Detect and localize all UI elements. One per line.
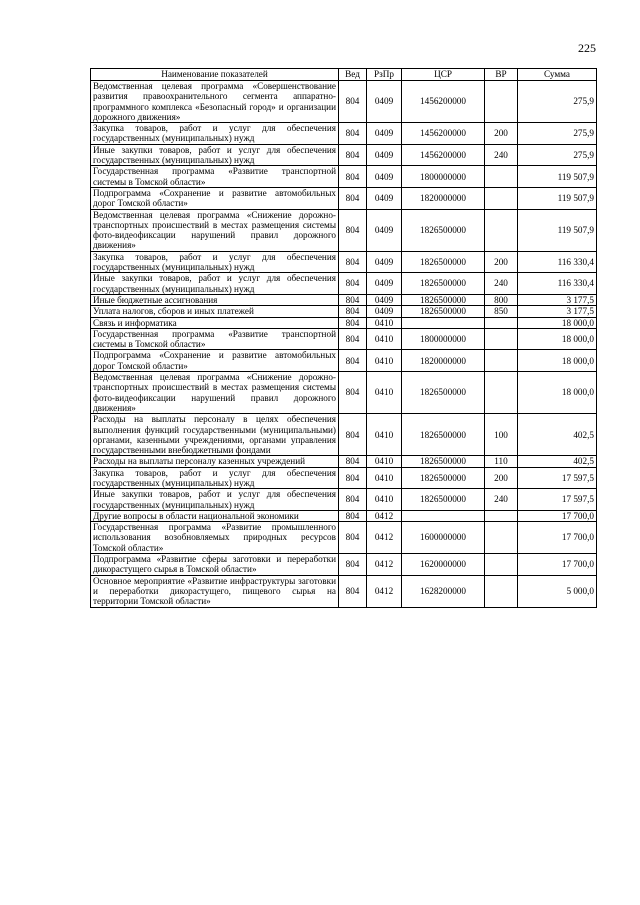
cell-csr: 1800000000 <box>402 166 485 188</box>
cell-vr <box>485 522 518 554</box>
cell-sum: 17 700,0 <box>518 522 597 554</box>
cell-vr <box>485 372 518 414</box>
cell-rzpr: 0409 <box>367 166 402 188</box>
cell-vr <box>485 350 518 372</box>
cell-ved: 804 <box>339 489 367 511</box>
cell-ved: 804 <box>339 81 367 123</box>
table-row <box>91 294 597 305</box>
cell-vr: 800 <box>485 294 518 305</box>
table-body <box>91 81 597 608</box>
table-row <box>91 350 597 372</box>
table-row <box>91 251 597 273</box>
cell-vr <box>485 81 518 123</box>
budget-table <box>90 68 597 608</box>
cell-csr: 1826500000 <box>402 251 485 273</box>
cell-ved: 804 <box>339 372 367 414</box>
cell-csr: 1456200000 <box>402 144 485 166</box>
cell-vr <box>485 209 518 251</box>
cell-rzpr: 0409 <box>367 81 402 123</box>
page-number: 225 <box>578 41 596 55</box>
cell-csr: 1456200000 <box>402 81 485 123</box>
cell-ved: 804 <box>339 510 367 521</box>
cell-sum: 116 330,4 <box>518 251 597 273</box>
cell-rzpr: 0410 <box>367 317 402 328</box>
table-row <box>91 273 597 295</box>
cell-name: Иные закупки товаров, работ и услуг для обеспечения государственных (муниципальных) нужд <box>91 489 339 511</box>
table-row <box>91 510 597 521</box>
cell-csr: 1826500000 <box>402 372 485 414</box>
table-row <box>91 306 597 317</box>
header-sum: Сумма <box>518 69 597 81</box>
cell-rzpr: 0410 <box>367 350 402 372</box>
cell-sum: 17 700,0 <box>518 510 597 521</box>
cell-vr <box>485 575 518 607</box>
cell-vr <box>485 554 518 576</box>
cell-rzpr: 0409 <box>367 273 402 295</box>
cell-csr: 1820000000 <box>402 187 485 209</box>
table-row <box>91 328 597 350</box>
table-header-row <box>91 69 597 81</box>
cell-name: Другие вопросы в области национальной экономики <box>91 510 339 521</box>
cell-csr: 1826500000 <box>402 209 485 251</box>
cell-vr: 110 <box>485 456 518 467</box>
cell-name: Ведомственная целевая программа «Снижение дорожно-транспортных происшествий в местах размещения системы фото-видеофиксации нарушений правил дорожного движения» <box>91 372 339 414</box>
cell-rzpr: 0410 <box>367 456 402 467</box>
cell-csr: 1826500000 <box>402 456 485 467</box>
cell-name: Государственная программа «Развитие транспортной системы в Томской области» <box>91 328 339 350</box>
cell-ved: 804 <box>339 187 367 209</box>
table-row <box>91 372 597 414</box>
header-ved: Вед <box>339 69 367 81</box>
cell-vr <box>485 510 518 521</box>
table-row <box>91 554 597 576</box>
cell-ved: 804 <box>339 575 367 607</box>
cell-vr: 100 <box>485 414 518 456</box>
cell-vr: 240 <box>485 489 518 511</box>
cell-ved: 804 <box>339 123 367 145</box>
cell-sum: 17 597,5 <box>518 467 597 489</box>
cell-rzpr: 0410 <box>367 489 402 511</box>
cell-ved: 804 <box>339 456 367 467</box>
cell-csr: 1628200000 <box>402 575 485 607</box>
cell-vr <box>485 166 518 188</box>
cell-rzpr: 0409 <box>367 294 402 305</box>
cell-ved: 804 <box>339 251 367 273</box>
cell-ved: 804 <box>339 328 367 350</box>
table-row <box>91 467 597 489</box>
cell-rzpr: 0409 <box>367 123 402 145</box>
table-row <box>91 166 597 188</box>
cell-sum: 275,9 <box>518 123 597 145</box>
cell-name: Ведомственная целевая программа «Совершенствование развития правоохранительного сегмента аппаратно-программного комплекса «Безопасный город» и организации дорожного движения» <box>91 81 339 123</box>
cell-name: Иные бюджетные ассигнования <box>91 294 339 305</box>
cell-rzpr: 0409 <box>367 251 402 273</box>
cell-sum: 402,5 <box>518 456 597 467</box>
cell-sum: 18 000,0 <box>518 328 597 350</box>
cell-name: Государственная программа «Развитие промышленного использования возобновляемых природных ресурсов Томской области» <box>91 522 339 554</box>
cell-csr <box>402 510 485 521</box>
cell-vr: 200 <box>485 467 518 489</box>
cell-csr: 1600000000 <box>402 522 485 554</box>
header-name: Наименование показателей <box>91 69 339 81</box>
cell-ved: 804 <box>339 166 367 188</box>
cell-sum: 17 597,5 <box>518 489 597 511</box>
cell-sum: 119 507,9 <box>518 187 597 209</box>
cell-vr <box>485 317 518 328</box>
cell-name: Государственная программа «Развитие транспортной системы в Томской области» <box>91 166 339 188</box>
cell-name: Расходы на выплаты персоналу казенных учреждений <box>91 456 339 467</box>
cell-csr: 1800000000 <box>402 328 485 350</box>
cell-rzpr: 0412 <box>367 554 402 576</box>
table-row <box>91 575 597 607</box>
cell-rzpr: 0409 <box>367 306 402 317</box>
table-row <box>91 123 597 145</box>
cell-sum: 275,9 <box>518 81 597 123</box>
cell-ved: 804 <box>339 294 367 305</box>
cell-ved: 804 <box>339 350 367 372</box>
table-row <box>91 81 597 123</box>
cell-vr: 240 <box>485 273 518 295</box>
table-row <box>91 187 597 209</box>
cell-rzpr: 0409 <box>367 187 402 209</box>
cell-vr <box>485 187 518 209</box>
cell-sum: 18 000,0 <box>518 317 597 328</box>
cell-rzpr: 0410 <box>367 467 402 489</box>
table-row <box>91 414 597 456</box>
cell-csr <box>402 317 485 328</box>
cell-name: Подпрограмма «Развитие сферы заготовки и переработки дикорастущего сырья в Томской области» <box>91 554 339 576</box>
cell-ved: 804 <box>339 317 367 328</box>
cell-csr: 1456200000 <box>402 123 485 145</box>
cell-rzpr: 0410 <box>367 372 402 414</box>
cell-ved: 804 <box>339 467 367 489</box>
cell-sum: 119 507,9 <box>518 166 597 188</box>
cell-csr: 1826500000 <box>402 489 485 511</box>
cell-rzpr: 0412 <box>367 522 402 554</box>
cell-sum: 18 000,0 <box>518 372 597 414</box>
cell-ved: 804 <box>339 414 367 456</box>
cell-rzpr: 0409 <box>367 144 402 166</box>
cell-sum: 402,5 <box>518 414 597 456</box>
cell-csr: 1820000000 <box>402 350 485 372</box>
cell-ved: 804 <box>339 209 367 251</box>
cell-name: Подпрограмма «Сохранение и развитие автомобильных дорог Томской области» <box>91 187 339 209</box>
cell-csr: 1826500000 <box>402 294 485 305</box>
table-row <box>91 489 597 511</box>
cell-vr: 200 <box>485 251 518 273</box>
cell-rzpr: 0409 <box>367 209 402 251</box>
cell-name: Закупка товаров, работ и услуг для обеспечения государственных (муниципальных) нужд <box>91 123 339 145</box>
cell-ved: 804 <box>339 273 367 295</box>
cell-sum: 3 177,5 <box>518 294 597 305</box>
cell-name: Расходы на выплаты персоналу в целях обеспечения выполнения функций государственными (муниципальными) органами, казенными учреждениями, органами управления государственными внебюджетными фондами <box>91 414 339 456</box>
header-rzpr: РзПр <box>367 69 402 81</box>
cell-sum: 18 000,0 <box>518 350 597 372</box>
cell-csr: 1826500000 <box>402 414 485 456</box>
cell-vr: 200 <box>485 123 518 145</box>
cell-ved: 804 <box>339 522 367 554</box>
table-row <box>91 456 597 467</box>
cell-name: Связь и информатика <box>91 317 339 328</box>
cell-name: Подпрограмма «Сохранение и развитие автомобильных дорог Томской области» <box>91 350 339 372</box>
cell-rzpr: 0412 <box>367 575 402 607</box>
cell-name: Иные закупки товаров, работ и услуг для обеспечения государственных (муниципальных) нужд <box>91 273 339 295</box>
table-row <box>91 209 597 251</box>
cell-name: Иные закупки товаров, работ и услуг для обеспечения государственных (муниципальных) нужд <box>91 144 339 166</box>
cell-rzpr: 0410 <box>367 328 402 350</box>
header-csr: ЦСР <box>402 69 485 81</box>
cell-sum: 119 507,9 <box>518 209 597 251</box>
cell-csr: 1620000000 <box>402 554 485 576</box>
cell-name: Закупка товаров, работ и услуг для обеспечения государственных (муниципальных) нужд <box>91 251 339 273</box>
table-row <box>91 522 597 554</box>
cell-sum: 275,9 <box>518 144 597 166</box>
cell-name: Уплата налогов, сборов и иных платежей <box>91 306 339 317</box>
cell-csr: 1826500000 <box>402 306 485 317</box>
cell-sum: 17 700,0 <box>518 554 597 576</box>
cell-ved: 804 <box>339 306 367 317</box>
table-row <box>91 317 597 328</box>
cell-rzpr: 0412 <box>367 510 402 521</box>
cell-ved: 804 <box>339 144 367 166</box>
cell-name: Закупка товаров, работ и услуг для обеспечения государственных (муниципальных) нужд <box>91 467 339 489</box>
cell-name: Основное мероприятие «Развитие инфраструктуры заготовки и переработки дикорастущего, пищевого сырья на территории Томской области» <box>91 575 339 607</box>
cell-name: Ведомственная целевая программа «Снижение дорожно-транспортных происшествий в местах размещения системы фото-видеофиксации нарушений правил дорожного движения» <box>91 209 339 251</box>
cell-rzpr: 0410 <box>367 414 402 456</box>
cell-csr: 1826500000 <box>402 273 485 295</box>
cell-vr: 240 <box>485 144 518 166</box>
table-row <box>91 144 597 166</box>
cell-vr: 850 <box>485 306 518 317</box>
cell-csr: 1826500000 <box>402 467 485 489</box>
cell-ved: 804 <box>339 554 367 576</box>
cell-sum: 3 177,5 <box>518 306 597 317</box>
header-vr: ВР <box>485 69 518 81</box>
cell-sum: 116 330,4 <box>518 273 597 295</box>
cell-sum: 5 000,0 <box>518 575 597 607</box>
cell-vr <box>485 328 518 350</box>
